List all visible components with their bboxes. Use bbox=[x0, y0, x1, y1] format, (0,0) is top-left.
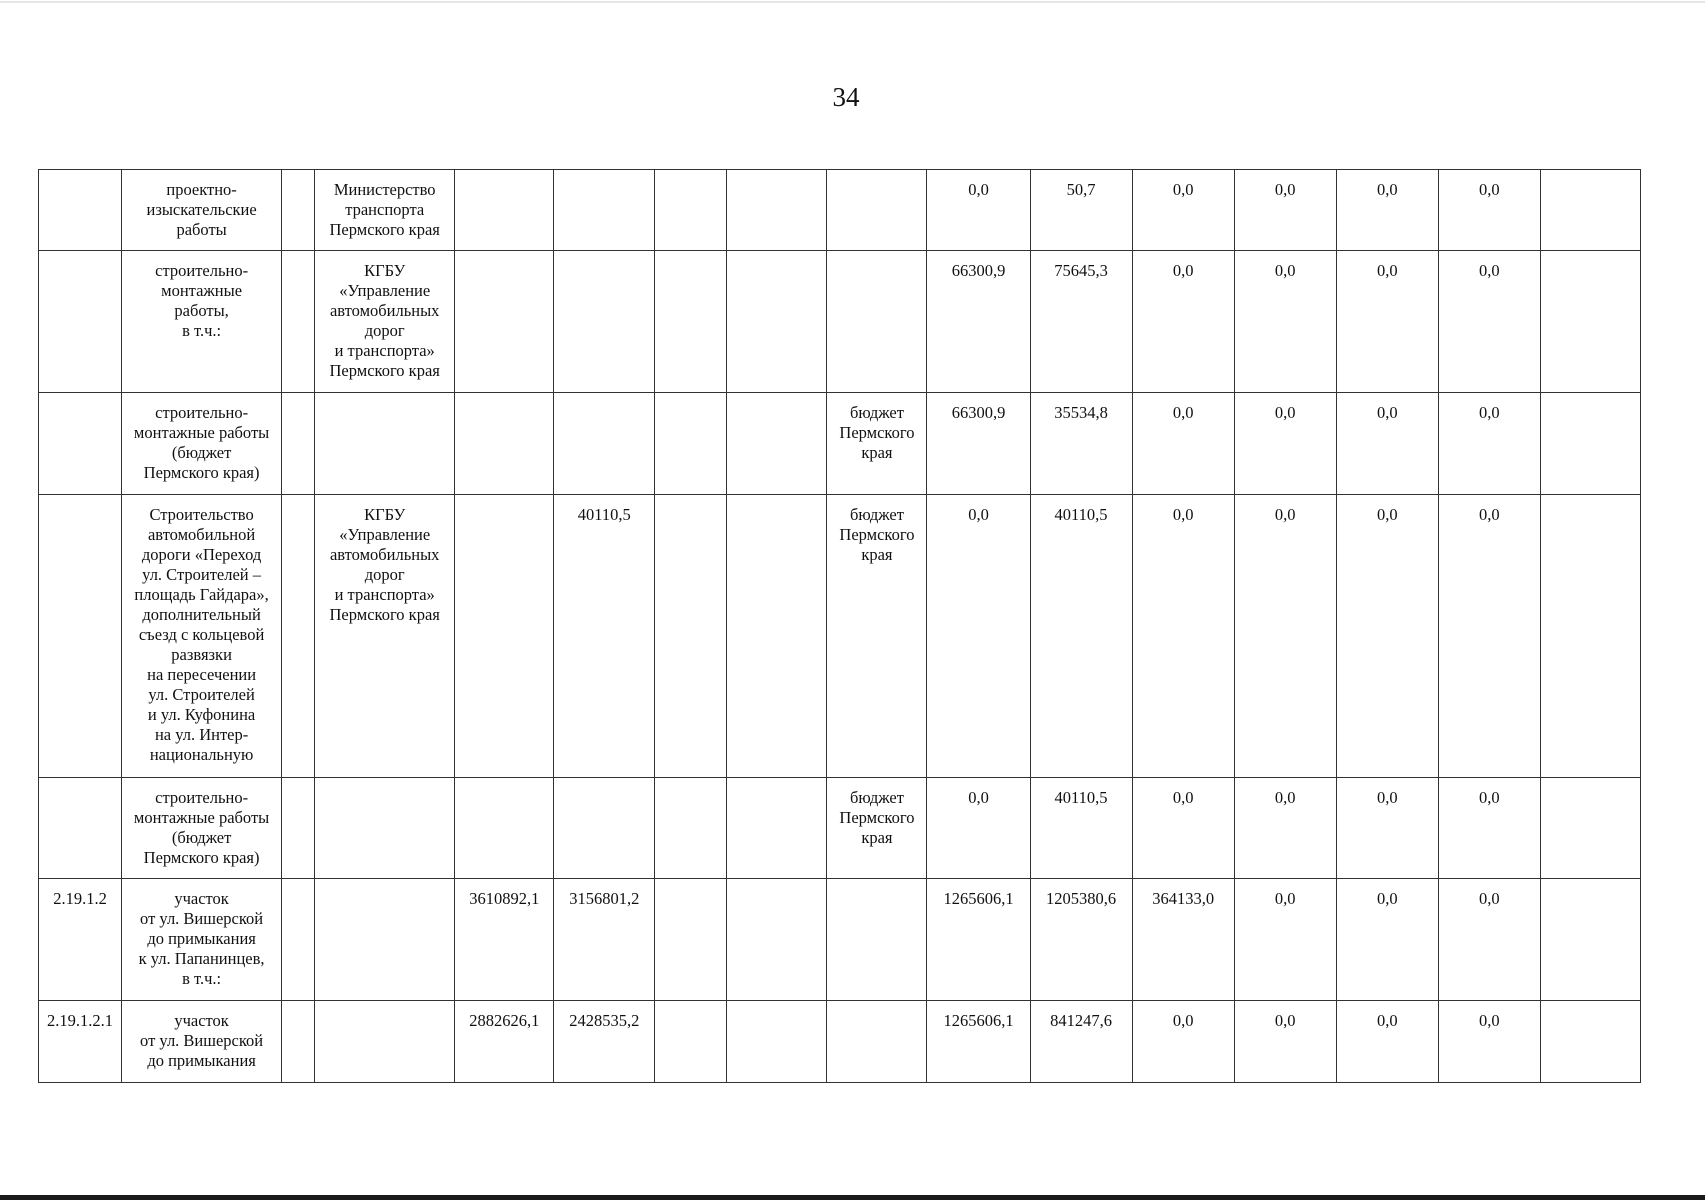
year-value-cell-2: 841247,6 bbox=[1030, 1001, 1132, 1083]
scan-bottom-edge bbox=[0, 1195, 1705, 1200]
narrow-cell bbox=[282, 879, 315, 1001]
year-value-cell-2: 35534,8 bbox=[1030, 393, 1132, 495]
item-name-cell: участок от ул. Вишерской до примыкания к ул. Папанинцев, в т.ч.: bbox=[122, 879, 282, 1001]
year-value-cell-2: 40110,5 bbox=[1030, 778, 1132, 879]
scan-top-edge bbox=[0, 1, 1705, 3]
last-cell bbox=[1540, 393, 1640, 495]
item-name-cell: строительно- монтажные работы (бюджет Пермского края) bbox=[122, 393, 282, 495]
row-number-cell bbox=[39, 393, 122, 495]
year-value-cell-5: 0,0 bbox=[1336, 170, 1438, 251]
year-value-cell-1: 66300,9 bbox=[927, 393, 1030, 495]
row-number-cell bbox=[39, 778, 122, 879]
narrow-cell bbox=[282, 495, 315, 778]
page-number: 34 bbox=[832, 82, 860, 112]
funding-source-cell bbox=[827, 170, 927, 251]
last-cell bbox=[1540, 879, 1640, 1001]
last-cell bbox=[1540, 1001, 1640, 1083]
value-cell-2: 3156801,2 bbox=[554, 879, 655, 1001]
year-value-cell-2: 1205380,6 bbox=[1030, 879, 1132, 1001]
row-number-cell: 2.19.1.2.1 bbox=[39, 1001, 122, 1083]
year-value-cell-6: 0,0 bbox=[1438, 1001, 1540, 1083]
year-value-cell-6: 0,0 bbox=[1438, 251, 1540, 393]
year-value-cell-1: 0,0 bbox=[927, 495, 1030, 778]
year-value-cell-4: 0,0 bbox=[1234, 170, 1336, 251]
value-cell-4 bbox=[727, 251, 827, 393]
value-cell-3 bbox=[655, 879, 727, 1001]
narrow-cell bbox=[282, 393, 315, 495]
funding-source-cell: бюджет Пермского края bbox=[827, 393, 927, 495]
narrow-cell bbox=[282, 778, 315, 879]
funding-source-cell bbox=[827, 251, 927, 393]
value-cell-2 bbox=[554, 251, 655, 393]
table-row bbox=[39, 251, 1641, 393]
organization-cell bbox=[315, 1001, 455, 1083]
last-cell bbox=[1540, 251, 1640, 393]
organization-cell bbox=[315, 778, 455, 879]
narrow-cell bbox=[282, 251, 315, 393]
value-cell-4 bbox=[727, 1001, 827, 1083]
value-cell-4 bbox=[727, 879, 827, 1001]
row-number-cell: 2.19.1.2 bbox=[39, 879, 122, 1001]
value-cell-2: 40110,5 bbox=[554, 495, 655, 778]
funding-source-cell: бюджет Пермского края bbox=[827, 778, 927, 879]
year-value-cell-5: 0,0 bbox=[1336, 495, 1438, 778]
year-value-cell-5: 0,0 bbox=[1336, 1001, 1438, 1083]
year-value-cell-6: 0,0 bbox=[1438, 879, 1540, 1001]
value-cell-2 bbox=[554, 778, 655, 879]
year-value-cell-1: 1265606,1 bbox=[927, 879, 1030, 1001]
funding-source-cell: бюджет Пермского края bbox=[827, 495, 927, 778]
program-table bbox=[38, 169, 1641, 1083]
value-cell-1 bbox=[455, 495, 554, 778]
value-cell-3 bbox=[655, 1001, 727, 1083]
last-cell bbox=[1540, 778, 1640, 879]
value-cell-4 bbox=[727, 495, 827, 778]
narrow-cell bbox=[282, 1001, 315, 1083]
table-row bbox=[39, 778, 1641, 879]
value-cell-1 bbox=[455, 170, 554, 251]
year-value-cell-3: 0,0 bbox=[1132, 778, 1234, 879]
year-value-cell-2: 75645,3 bbox=[1030, 251, 1132, 393]
value-cell-3 bbox=[655, 170, 727, 251]
year-value-cell-3: 0,0 bbox=[1132, 170, 1234, 251]
organization-cell bbox=[315, 879, 455, 1001]
last-cell bbox=[1540, 495, 1640, 778]
year-value-cell-3: 0,0 bbox=[1132, 1001, 1234, 1083]
organization-cell: Министерство транспорта Пермского края bbox=[315, 170, 455, 251]
year-value-cell-1: 0,0 bbox=[927, 778, 1030, 879]
year-value-cell-4: 0,0 bbox=[1234, 495, 1336, 778]
narrow-cell bbox=[282, 170, 315, 251]
year-value-cell-6: 0,0 bbox=[1438, 170, 1540, 251]
year-value-cell-4: 0,0 bbox=[1234, 393, 1336, 495]
table-row bbox=[39, 879, 1641, 1001]
row-number-cell bbox=[39, 251, 122, 393]
year-value-cell-3: 364133,0 bbox=[1132, 879, 1234, 1001]
value-cell-2 bbox=[554, 393, 655, 495]
organization-cell: КГБУ «Управление автомобильных дорог и транспорта» Пермского края bbox=[315, 495, 455, 778]
value-cell-2: 2428535,2 bbox=[554, 1001, 655, 1083]
year-value-cell-5: 0,0 bbox=[1336, 393, 1438, 495]
year-value-cell-4: 0,0 bbox=[1234, 879, 1336, 1001]
year-value-cell-5: 0,0 bbox=[1336, 251, 1438, 393]
year-value-cell-3: 0,0 bbox=[1132, 495, 1234, 778]
value-cell-2 bbox=[554, 170, 655, 251]
last-cell bbox=[1540, 170, 1640, 251]
year-value-cell-2: 40110,5 bbox=[1030, 495, 1132, 778]
value-cell-4 bbox=[727, 393, 827, 495]
value-cell-4 bbox=[727, 170, 827, 251]
table-row bbox=[39, 495, 1641, 778]
organization-cell bbox=[315, 393, 455, 495]
year-value-cell-5: 0,0 bbox=[1336, 879, 1438, 1001]
year-value-cell-5: 0,0 bbox=[1336, 778, 1438, 879]
table-row bbox=[39, 393, 1641, 495]
organization-cell: КГБУ «Управление автомобильных дорог и транспорта» Пермского края bbox=[315, 251, 455, 393]
year-value-cell-6: 0,0 bbox=[1438, 393, 1540, 495]
year-value-cell-4: 0,0 bbox=[1234, 251, 1336, 393]
value-cell-3 bbox=[655, 251, 727, 393]
year-value-cell-3: 0,0 bbox=[1132, 393, 1234, 495]
year-value-cell-6: 0,0 bbox=[1438, 495, 1540, 778]
value-cell-1 bbox=[455, 778, 554, 879]
year-value-cell-1: 1265606,1 bbox=[927, 1001, 1030, 1083]
year-value-cell-6: 0,0 bbox=[1438, 778, 1540, 879]
year-value-cell-4: 0,0 bbox=[1234, 1001, 1336, 1083]
value-cell-1: 3610892,1 bbox=[455, 879, 554, 1001]
table-row bbox=[39, 170, 1641, 251]
year-value-cell-1: 66300,9 bbox=[927, 251, 1030, 393]
funding-source-cell bbox=[827, 879, 927, 1001]
item-name-cell: проектно- изыскательские работы bbox=[122, 170, 282, 251]
row-number-cell bbox=[39, 495, 122, 778]
year-value-cell-1: 0,0 bbox=[927, 170, 1030, 251]
value-cell-3 bbox=[655, 495, 727, 778]
year-value-cell-2: 50,7 bbox=[1030, 170, 1132, 251]
value-cell-1 bbox=[455, 251, 554, 393]
year-value-cell-3: 0,0 bbox=[1132, 251, 1234, 393]
item-name-cell: участок от ул. Вишерской до примыкания bbox=[122, 1001, 282, 1083]
value-cell-3 bbox=[655, 778, 727, 879]
item-name-cell: строительно- монтажные работы (бюджет Пермского края) bbox=[122, 778, 282, 879]
value-cell-3 bbox=[655, 393, 727, 495]
table-row bbox=[39, 1001, 1641, 1083]
value-cell-1: 2882626,1 bbox=[455, 1001, 554, 1083]
year-value-cell-4: 0,0 bbox=[1234, 778, 1336, 879]
item-name-cell: Строительство автомобильной дороги «Переход ул. Строителей – площадь Гайдара», дополнительный съезд с кольцевой развязки на пересечении ул. Строителей и ул. Куфонина на ул. Интер- национальную bbox=[122, 495, 282, 778]
value-cell-1 bbox=[455, 393, 554, 495]
row-number-cell bbox=[39, 170, 122, 251]
value-cell-4 bbox=[727, 778, 827, 879]
funding-source-cell bbox=[827, 1001, 927, 1083]
item-name-cell: строительно- монтажные работы, в т.ч.: bbox=[122, 251, 282, 393]
